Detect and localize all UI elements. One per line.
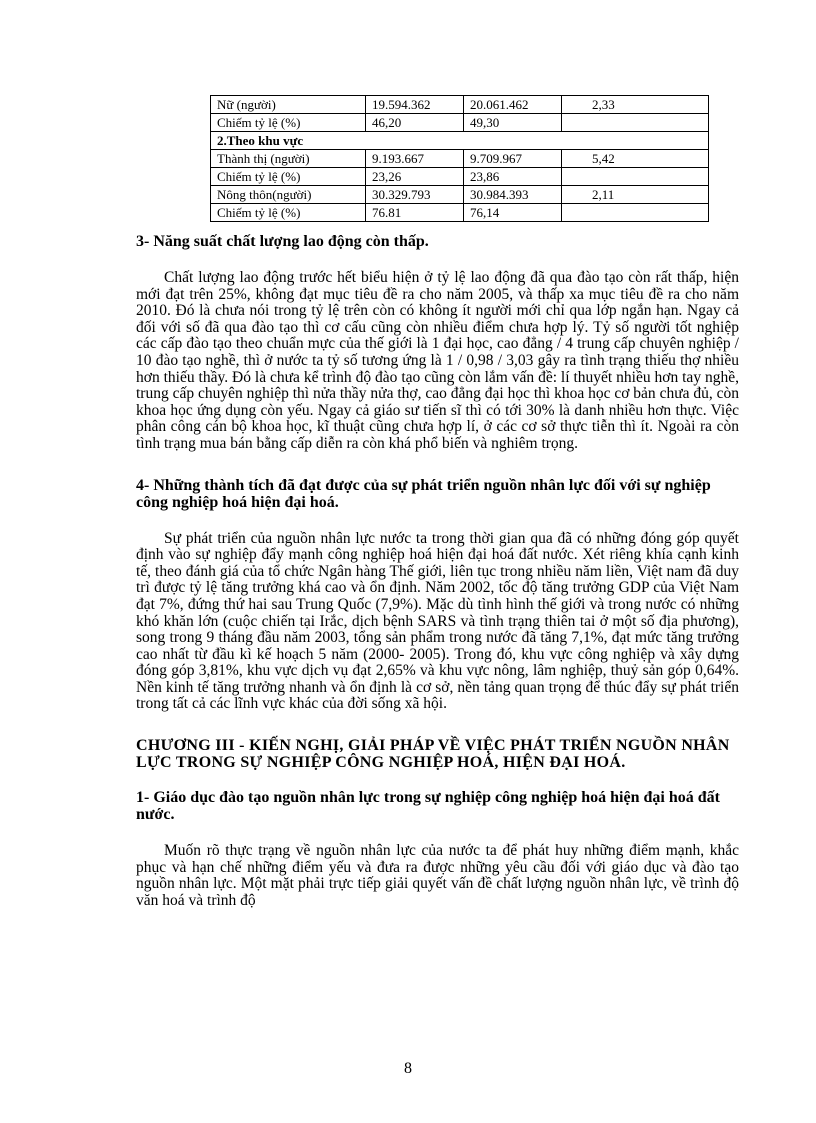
section-heading: 3- Năng suất chất lượng lao động còn thấp.: [136, 233, 429, 250]
row-label: Chiếm tỷ lệ (%): [211, 204, 366, 222]
section-heading: 1- Giáo dục đào tạo nguồn nhân lực trong sự nghiệp công nghiệp hoá hiện đại hoá đất nước.: [136, 789, 720, 824]
growth-cell: 5,42: [562, 150, 709, 168]
row-label: Thành thị (người): [211, 150, 366, 168]
table-row: [211, 96, 709, 114]
paragraph: Sự phát triển của nguồn nhân lực nước ta trong thời gian qua đã có những đóng góp quyết định vào sự nghiệp đẩy mạnh công nghiệp hoá hiện đại hoá đất nước. Xét riêng khía cạnh kinh tế, theo đánh giá của tổ chức Ngân hàng Thế giới, liên tục trong nhiều năm liền, Việt nam đã duy trì được tỷ lệ tăng trưởng khá cao và ổn định. Năm 2002, tốc độ tăng trưởng GDP của Việt Nam đạt 7%, đứng thứ hai sau Trung Quốc (7,9%). Mặc dù tình hình thế giới và trong nước có những khó khăn lớn (cuộc chiến tại Irắc, dịch bệnh SARS và tình trạng thiên tai ở một số địa phương), song trong 9 tháng đầu năm 2003, tổng sản phẩm trong nước đã tăng 7,1%, đạt mức tăng trưởng cao nhất từ đầu kì kế hoạch 5 năm (2000- 2005). Trong đó, khu vực công nghiệp và xây dựng đóng góp 3,81%, khu vực dịch vụ đạt 2,65% và khu vực nông, lâm nghiệp, thuỷ sản góp 0,64%. Nền kinh tế tăng trưởng nhanh và ổn định là cơ sở, nền tảng quan trọng để thúc đẩy sự phát triển trong tất cả các lĩnh vực khác của đời sống xã hội.: [136, 529, 739, 713]
paragraph: Muốn rõ thực trạng về nguồn nhân lực của nước ta để phát huy những điểm mạnh, khắc phục và hạn chế những điểm yếu và đưa ra được những yêu cầu đối với giáo dục và đào tạo nguồn nhân lực. Một mặt phải trực tiếp giải quyết vấn đề chất lượng nguồn nhân lực, về trình độ văn hoá và trình độ: [136, 842, 739, 909]
value-cell: 9.193.667: [366, 150, 464, 168]
table-row: [211, 204, 709, 222]
value-cell: 76.81: [366, 204, 464, 222]
group-label: 2.Theo khu vực: [211, 132, 709, 150]
value-cell: 49,30: [464, 114, 562, 132]
value-cell: 76,14: [464, 204, 562, 222]
growth-cell: 2,33: [562, 96, 709, 114]
labor-statistics-table: [210, 95, 709, 222]
growth-cell: [562, 114, 709, 132]
value-cell: 30.329.793: [366, 186, 464, 204]
growth-cell: [562, 168, 709, 186]
table-group-row: [211, 132, 709, 150]
row-label: Chiếm tỷ lệ (%): [211, 114, 366, 132]
paragraph: Chất lượng lao động trước hết biểu hiện ở tỷ lệ lao động đã qua đào tạo còn rất thấp, hiện mới đạt trên 25%, không đạt mục tiêu đề ra cho năm 2005, và thấp xa mục tiêu đề ra cho năm 2010. Đó là chưa nói trong tỷ lệ trên còn có không ít người mới chỉ qua lớp ngắn hạn. Ngay cả đối với số đã qua đào tạo thì cơ cấu cũng còn nhiều điểm chưa hợp lý. Tỷ số người tốt nghiệp các cấp đào tạo theo chuẩn mực của thế giới là 1 đại học, cao đẳng / 4 trung cấp chuyên nghiệp / 10 đào tạo nghề, thì ở nước ta tỷ số tương ứng là 1 / 0,98 / 3,03 gây ra tình trạng thiếu thợ nhiều hơn thiếu thầy. Đó là chưa kể trình độ đào tạo cũng còn lắm vấn đề: lí thuyết nhiều hơn tay nghề, trung cấp chuyên nghiệp thì nửa thầy nửa thợ, cao đẳng đại học thì khoa học cơ bản chưa đủ, còn khoa học ứng dụng còn yếu. Ngay cả giáo sư tiến sĩ thì có tới 30% là danh nhiều hơn thực. Việc phân công cán bộ khoa học, kĩ thuật cũng chưa hợp lí, ở các cơ sở thực tiễn thì ít. Ngoài ra còn tình trạng mua bán bằng cấp diễn ra còn khá phổ biến và nghiêm trọng.: [136, 269, 739, 452]
value-cell: 30.984.393: [464, 186, 562, 204]
row-label: Chiếm tỷ lệ (%): [211, 168, 366, 186]
value-cell: 20.061.462: [464, 96, 562, 114]
value-cell: 9.709.967: [464, 150, 562, 168]
growth-cell: 2,11: [562, 186, 709, 204]
document-body: [136, 233, 739, 909]
row-label: Nữ (người): [211, 96, 366, 114]
page-number: 8: [404, 1060, 412, 1077]
chapter-heading: CHƯƠNG III - KIẾN NGHỊ, GIẢI PHÁP VỀ VIỆC PHÁT TRIỂN NGUỒN NHÂN LỰC TRONG SỰ NGHIỆP CÔNG NGHIỆP HOÁ, HIỆN ĐẠI HOÁ.: [136, 737, 730, 772]
section-heading: 4- Những thành tích đã đạt được của sự phát triển nguồn nhân lực đối với sự nghiệp công nghiệp hoá hiện đại hoá.: [136, 476, 711, 511]
growth-cell: [562, 204, 709, 222]
table-row: [211, 114, 709, 132]
value-cell: 23,86: [464, 168, 562, 186]
table-row: [211, 150, 709, 168]
value-cell: 19.594.362: [366, 96, 464, 114]
value-cell: 23,26: [366, 168, 464, 186]
value-cell: 46,20: [366, 114, 464, 132]
table-row: [211, 186, 709, 204]
row-label: Nông thôn(người): [211, 186, 366, 204]
table-row: [211, 168, 709, 186]
